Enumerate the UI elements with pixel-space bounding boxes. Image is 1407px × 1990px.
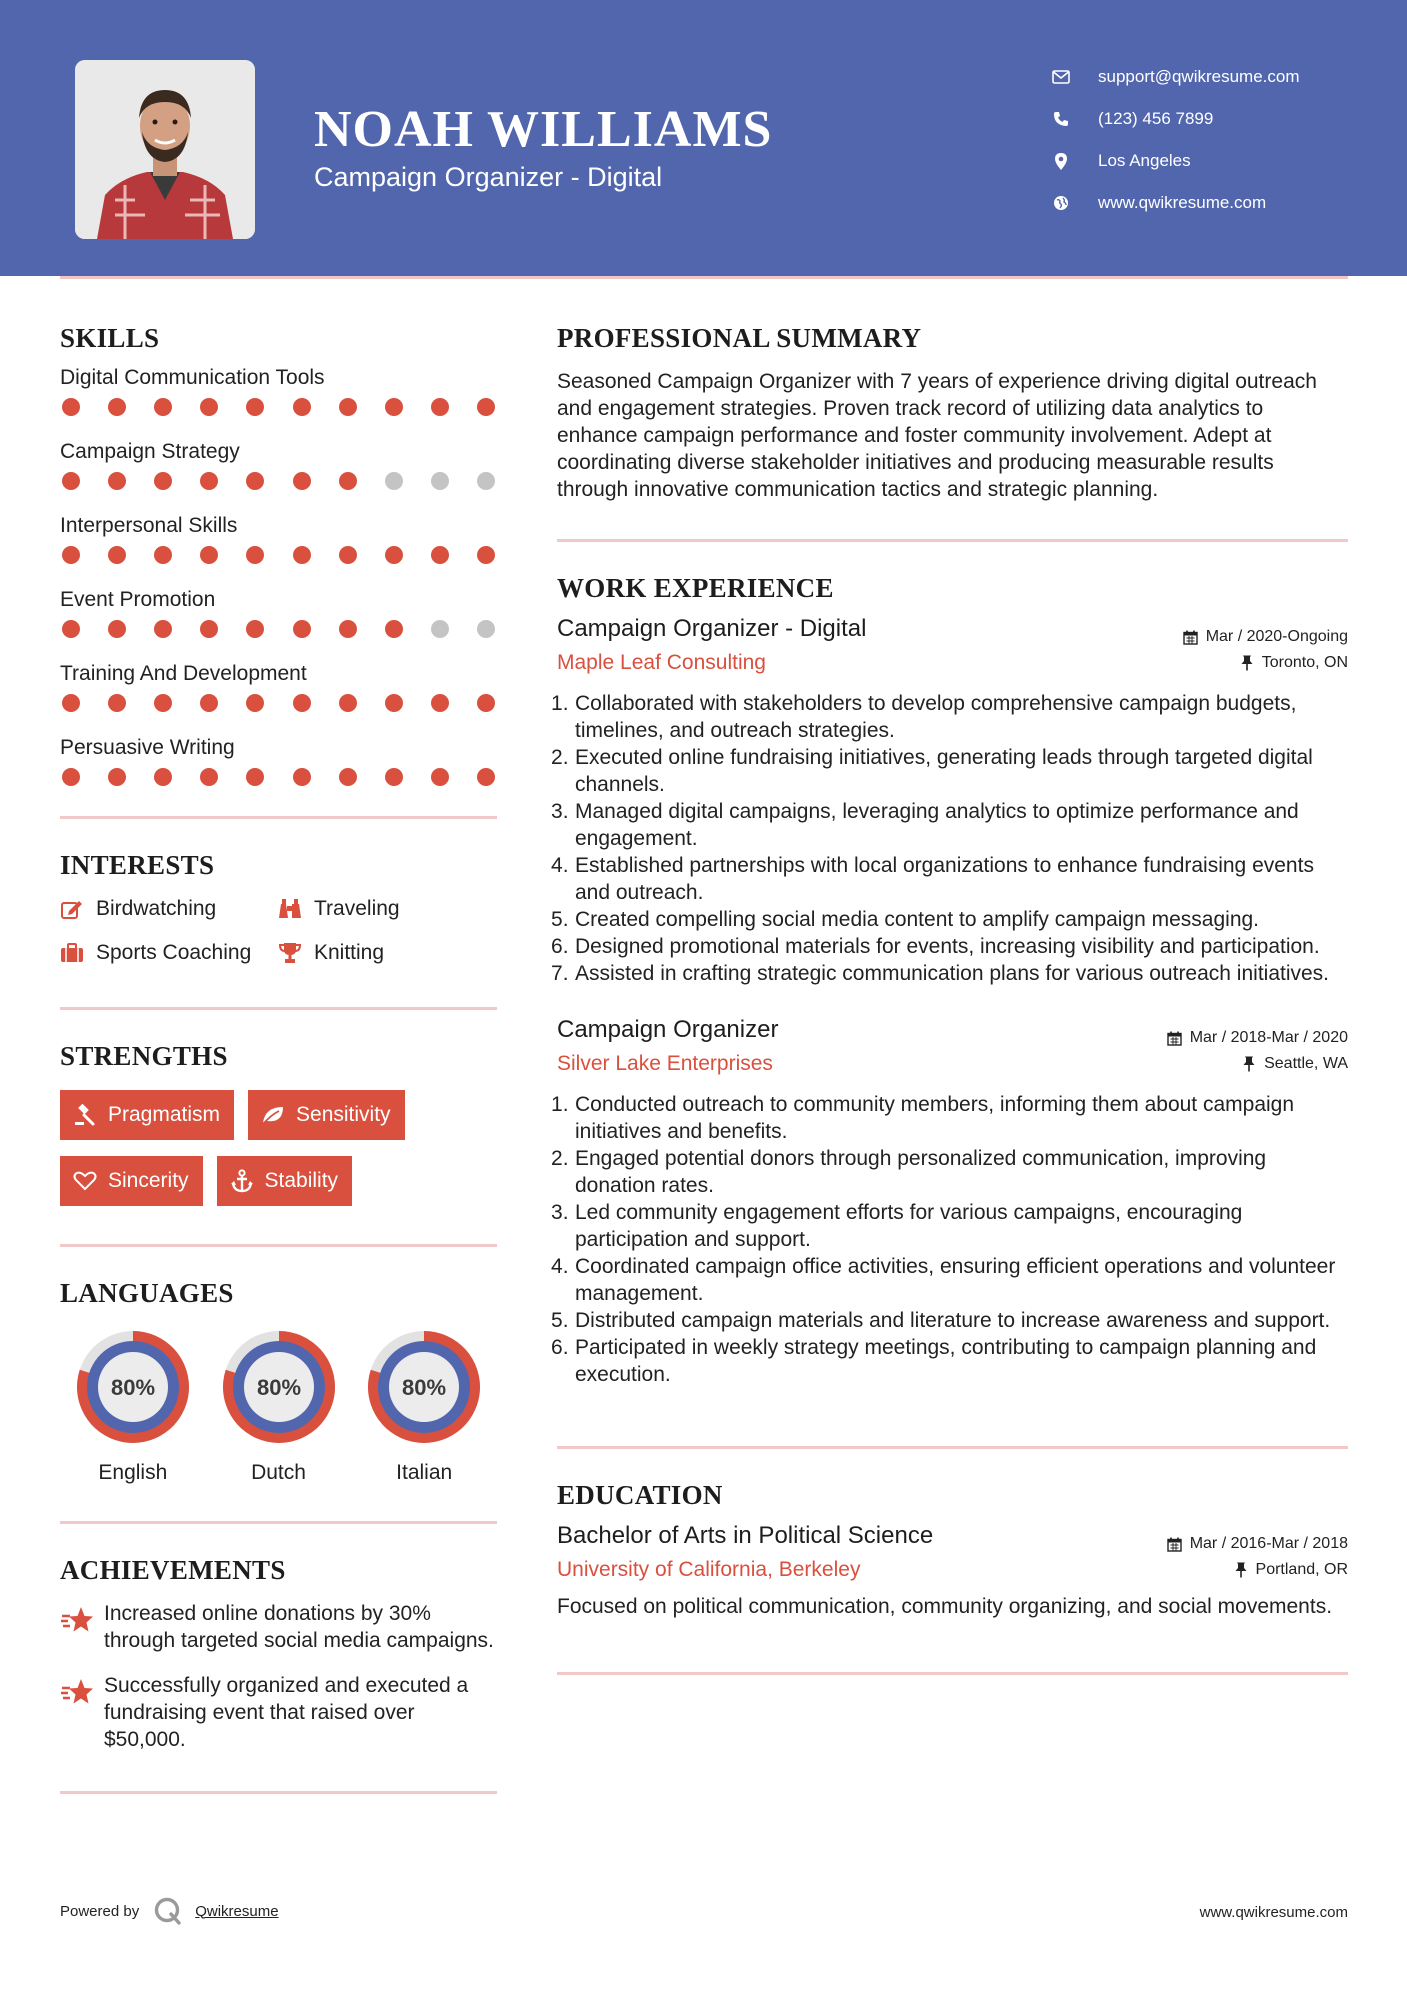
rating-dot-empty <box>431 472 449 490</box>
rating-dot-filled <box>246 620 264 638</box>
duty-item: Designed promotional materials for events, increasing visibility and participation. <box>575 935 1320 958</box>
rating-dot-filled <box>293 546 311 564</box>
skill-name: Digital Communication Tools <box>60 366 325 389</box>
language-item <box>351 1325 497 1485</box>
rating-dot-filled <box>108 398 126 416</box>
strength-badge <box>60 1156 203 1206</box>
rating-dot-filled <box>62 472 80 490</box>
heart-icon <box>72 1168 98 1194</box>
skill-name: Interpersonal Skills <box>60 514 238 537</box>
skill-name: Persuasive Writing <box>60 736 235 759</box>
contact-phone[interactable] <box>1050 98 1300 140</box>
job-entry <box>557 612 1348 987</box>
rating-dot-filled <box>339 546 357 564</box>
education-description: Focused on political communication, community organizing, and social movements. <box>557 1595 1333 1618</box>
skill-name: Event Promotion <box>60 588 216 611</box>
interest-label: Sports Coaching <box>96 941 252 964</box>
interest-label: Traveling <box>314 897 400 920</box>
globe-icon <box>1050 192 1072 214</box>
resume-header <box>0 0 1407 276</box>
rating-dot-filled <box>293 472 311 490</box>
rating-dot-filled <box>385 546 403 564</box>
rating-dot-filled <box>385 694 403 712</box>
gavel-icon <box>72 1102 98 1128</box>
duty-item: Distributed campaign materials and literature to increase awareness and support. <box>575 1309 1331 1332</box>
duty-item: Managed digital campaigns, leveraging analytics to optimize performance and engagement. <box>575 800 1299 850</box>
rating-dot-filled <box>246 546 264 564</box>
interest-item <box>60 895 278 923</box>
interest-item <box>278 895 478 923</box>
rating-dot-filled <box>154 768 172 786</box>
duty-list <box>557 690 1348 987</box>
rating-dot-filled <box>339 694 357 712</box>
location-pin-icon <box>1050 150 1072 172</box>
trophy-icon <box>278 941 302 965</box>
achievements-heading: ACHIEVEMENTS <box>60 1555 286 1585</box>
achievement-item <box>60 1600 497 1654</box>
interest-item <box>60 939 278 967</box>
qwikresume-logo-icon <box>153 1896 183 1926</box>
strength-badge <box>248 1090 405 1140</box>
duty-item: Collaborated with stakeholders to develop comprehensive campaign budgets, timelines, and outreach strategies. <box>575 692 1297 742</box>
language-name: Italian <box>396 1461 453 1484</box>
duty-item: Coordinated campaign office activities, ensuring efficient operations and volunteer management. <box>575 1255 1336 1305</box>
language-ring <box>217 1325 341 1449</box>
rating-dot-filled <box>62 768 80 786</box>
candidate-name: NOAH WILLIAMS <box>314 101 773 158</box>
rating-dot-filled <box>154 546 172 564</box>
section-divider <box>557 1672 1348 1675</box>
footer-branding <box>60 1896 279 1926</box>
star-badge-icon <box>60 1676 94 1710</box>
rating-dot-filled <box>200 694 218 712</box>
job-title: Campaign Organizer <box>557 1016 779 1043</box>
rating-dot-filled <box>339 472 357 490</box>
rating-dot-filled <box>431 768 449 786</box>
rating-dot-filled <box>108 472 126 490</box>
rating-dot-filled <box>385 620 403 638</box>
rating-dot-filled <box>62 694 80 712</box>
interest-item <box>278 939 478 967</box>
left-column <box>60 320 497 1794</box>
duty-item: Created compelling social media content to amplify campaign messaging. <box>575 908 1260 931</box>
rating-dot-filled <box>339 398 357 416</box>
rating-dot-filled <box>246 768 264 786</box>
rating-dot-filled <box>339 768 357 786</box>
strength-label: Pragmatism <box>108 1103 221 1126</box>
rating-dot-filled <box>108 620 126 638</box>
rating-dot-filled <box>62 620 80 638</box>
rating-dot-empty <box>431 620 449 638</box>
briefcase-icon <box>60 941 84 965</box>
language-ring <box>362 1325 486 1449</box>
rating-dot-filled <box>431 546 449 564</box>
rating-dot-filled <box>200 472 218 490</box>
pencil-square-icon <box>60 897 84 921</box>
profile-photo <box>75 60 255 239</box>
rating-dot-empty <box>477 620 495 638</box>
duty-item: Participated in weekly strategy meetings, contributing to campaign planning and execution. <box>575 1336 1317 1386</box>
rating-dot-filled <box>477 694 495 712</box>
contact-website[interactable] <box>1050 182 1300 224</box>
pushpin-icon <box>1240 1055 1258 1073</box>
language-item <box>206 1325 352 1485</box>
achievement-text: Increased online donations by 30% through targeted social media campaigns. <box>104 1602 494 1652</box>
school-name: University of California, Berkeley <box>557 1558 861 1581</box>
rating-dot-filled <box>477 398 495 416</box>
rating-dot-filled <box>293 398 311 416</box>
section-divider <box>557 539 1348 542</box>
rating-dot-filled <box>246 472 264 490</box>
contact-phone-text: (123) 456 7899 <box>1098 109 1214 128</box>
education-dates-text: Mar / 2016-Mar / 2018 <box>1189 1535 1348 1552</box>
skill-rating <box>60 688 497 718</box>
strength-badge <box>217 1156 353 1206</box>
achievement-text: Successfully organized and executed a fundraising event that raised over $50,000. <box>104 1674 469 1751</box>
duty-item: Executed online fundraising initiatives, generating leads through targeted digital channels. <box>575 746 1313 796</box>
duty-list <box>557 1091 1348 1388</box>
rating-dot-filled <box>154 620 172 638</box>
duty-item: Conducted outreach to community members, informing them about campaign initiatives and benefits. <box>575 1093 1295 1143</box>
language-name: English <box>98 1461 168 1484</box>
rating-dot-filled <box>293 620 311 638</box>
section-divider <box>60 816 497 819</box>
duty-item: Established partnerships with local organizations to enhance fundraising events and outreach. <box>575 854 1314 904</box>
rating-dot-filled <box>154 398 172 416</box>
company-name: Silver Lake Enterprises <box>557 1052 773 1075</box>
rating-dot-filled <box>108 546 126 564</box>
rating-dot-filled <box>246 398 264 416</box>
language-percent: 80% <box>402 1375 447 1400</box>
contact-location <box>1050 140 1300 182</box>
star-badge-icon <box>60 1604 94 1638</box>
degree-title: Bachelor of Arts in Political Science <box>557 1522 934 1549</box>
job-dates-text: Mar / 2020-Ongoing <box>1205 628 1348 645</box>
rating-dot-filled <box>477 546 495 564</box>
company-name: Maple Leaf Consulting <box>557 651 766 674</box>
calendar-icon <box>1166 1029 1184 1047</box>
calendar-icon <box>1166 1535 1184 1553</box>
rating-dot-filled <box>62 546 80 564</box>
summary-heading: PROFESSIONAL SUMMARY <box>557 323 922 353</box>
education-location-text: Portland, OR <box>1255 1561 1348 1578</box>
interest-label: Knitting <box>314 941 385 964</box>
candidate-title: Campaign Organizer - Digital <box>314 162 663 192</box>
job-location-text: Toronto, ON <box>1261 654 1348 671</box>
education-dates <box>1166 1535 1348 1553</box>
language-item <box>60 1325 206 1485</box>
rating-dot-filled <box>293 768 311 786</box>
duty-item: Led community engagement efforts for various campaigns, encouraging participation and support. <box>575 1201 1243 1251</box>
contact-email-text: support@qwikresume.com <box>1098 67 1300 86</box>
brand-link[interactable]: Qwikresume <box>195 1902 279 1920</box>
education-entry <box>557 1519 1348 1620</box>
job-title: Campaign Organizer - Digital <box>557 615 867 642</box>
rating-dot-empty <box>477 472 495 490</box>
interests-list <box>60 895 497 967</box>
skill-name: Training And Development <box>60 662 307 685</box>
experience-heading: WORK EXPERIENCE <box>557 573 834 603</box>
job-dates <box>1166 1029 1348 1047</box>
language-percent: 80% <box>110 1375 155 1400</box>
job-dates <box>1182 628 1348 646</box>
job-entry <box>557 1013 1348 1388</box>
education-heading: EDUCATION <box>557 1480 723 1510</box>
job-dates-text: Mar / 2018-Mar / 2020 <box>1189 1029 1348 1046</box>
rating-dot-filled <box>339 620 357 638</box>
strength-label: Sincerity <box>108 1169 189 1192</box>
anchor-icon <box>229 1168 255 1194</box>
strength-badge <box>60 1090 234 1140</box>
section-divider <box>60 1521 497 1524</box>
job-location <box>1238 654 1348 672</box>
duty-item: Assisted in crafting strategic communication plans for various outreach initiatives. <box>575 962 1330 985</box>
languages-list <box>60 1325 497 1485</box>
rating-dot-filled <box>200 620 218 638</box>
rating-dot-filled <box>293 694 311 712</box>
rating-dot-filled <box>154 472 172 490</box>
rating-dot-filled <box>431 694 449 712</box>
mail-icon <box>1050 66 1072 88</box>
skill-rating <box>60 392 497 422</box>
header-divider <box>60 276 1348 279</box>
phone-icon <box>1050 108 1072 130</box>
powered-by-text: Powered by <box>60 1902 140 1920</box>
strength-label: Sensitivity <box>296 1103 391 1126</box>
skills-list <box>60 364 497 792</box>
language-name: Dutch <box>251 1461 306 1484</box>
right-column <box>557 320 1348 1675</box>
skill-name: Campaign Strategy <box>60 440 240 463</box>
calendar-icon <box>1182 628 1200 646</box>
section-divider <box>557 1446 1348 1449</box>
interests-heading: INTERESTS <box>60 850 215 880</box>
skill-rating <box>60 540 497 570</box>
pushpin-icon <box>1238 654 1256 672</box>
rating-dot-filled <box>108 694 126 712</box>
rating-dot-filled <box>246 694 264 712</box>
job-location <box>1240 1055 1348 1073</box>
strengths-heading: STRENGTHS <box>60 1041 228 1071</box>
contact-list <box>1050 56 1300 224</box>
achievement-item <box>60 1672 497 1753</box>
contact-website-text: www.qwikresume.com <box>1098 193 1267 212</box>
rating-dot-filled <box>385 398 403 416</box>
rating-dot-filled <box>154 694 172 712</box>
skill-rating <box>60 762 497 792</box>
language-percent: 80% <box>256 1375 301 1400</box>
rating-dot-filled <box>200 546 218 564</box>
skill-rating <box>60 614 497 644</box>
languages-heading: LANGUAGES <box>60 1278 234 1308</box>
section-divider <box>60 1791 497 1794</box>
rating-dot-filled <box>200 768 218 786</box>
rating-dot-filled <box>108 768 126 786</box>
section-divider <box>60 1007 497 1010</box>
rating-dot-filled <box>62 398 80 416</box>
rating-dot-filled <box>431 398 449 416</box>
footer-website[interactable]: www.qwikresume.com <box>1199 1904 1348 1921</box>
rating-dot-filled <box>477 768 495 786</box>
language-ring <box>71 1325 195 1449</box>
rating-dot-filled <box>385 768 403 786</box>
pushpin-icon <box>1232 1561 1250 1579</box>
job-location-text: Seattle, WA <box>1264 1055 1348 1072</box>
skills-heading: SKILLS <box>60 323 160 353</box>
rating-dot-empty <box>385 472 403 490</box>
leaf-icon <box>260 1102 286 1128</box>
skill-rating <box>60 466 497 496</box>
interest-label: Birdwatching <box>96 897 217 920</box>
duty-item: Engaged potential donors through personalized communication, improving donation rates. <box>575 1147 1267 1197</box>
strengths-list <box>60 1090 497 1206</box>
contact-email[interactable] <box>1050 56 1300 98</box>
binoculars-icon <box>278 897 302 921</box>
education-location <box>1232 1561 1348 1579</box>
strength-label: Stability <box>264 1169 339 1192</box>
section-divider <box>60 1244 497 1247</box>
rating-dot-filled <box>200 398 218 416</box>
summary-text: Seasoned Campaign Organizer with 7 years of experience driving digital outreach and engagement strategies. Proven track record of utilizing data analytics to enhance campaign performance and foster community involvement. Adept at coordinating diverse stakeholder initiatives and producing measurable results through innovative communication tactics and strategic planning. <box>557 370 1317 501</box>
contact-location-text: Los Angeles <box>1098 151 1191 170</box>
